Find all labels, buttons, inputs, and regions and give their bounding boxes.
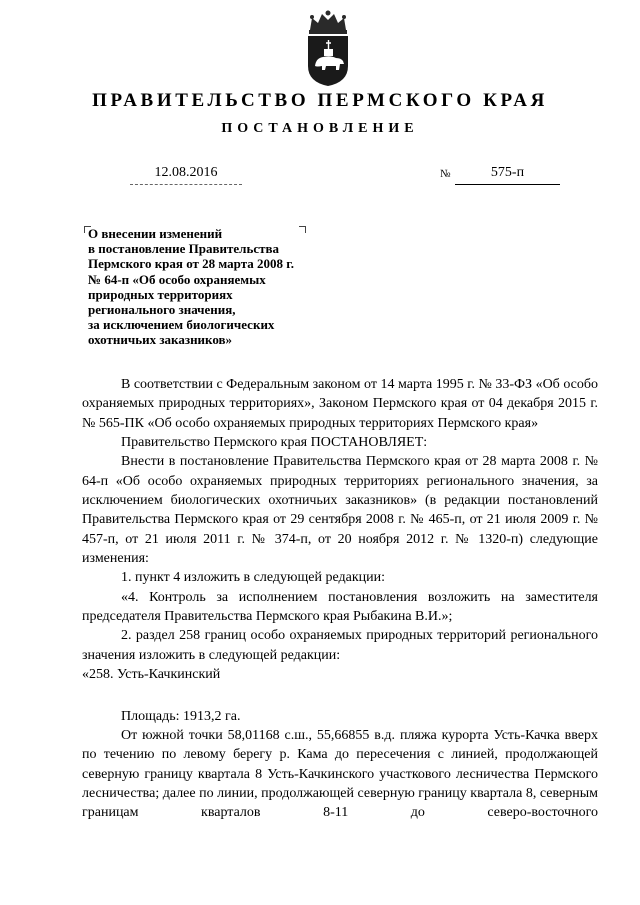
subject-line: Пермского края от 28 марта 2008 г. <box>88 256 294 272</box>
subject-line: природных территориях <box>88 286 233 302</box>
body-paragraph-amendment: Внести в постановление Правительства Пермского края от 28 марта 2008 г. № 64-п «Об особо охраняемых природных территориях регионального значения, за исключением биологических охотничьих заказников» (в редакции постановлений Правительства Пермского края от 29 сентября 2008 г. № 465-п, от 21 июля 2009 г. № 457-п, от 21 июля 2011 г. № 374-п, от 20 ноября 2012 г. № 1320-п) следующие изменения: <box>82 454 598 567</box>
subject-line: регионального значения, <box>88 302 236 318</box>
body-paragraph-item-2: 2. раздел 258 границ особо охраняемых природных территорий регионального значения изложить в следующей редакции: <box>82 628 598 663</box>
body-paragraph-area: Площадь: 1913,2 га. <box>121 708 241 724</box>
document-body <box>82 375 598 823</box>
section-heading: «258. Усть-Качкинский <box>82 667 221 683</box>
body-paragraph-preamble: В соответствии с Федеральным законом от 14 марта 1995 г. № 33-ФЗ «Об особо охраняемых природных территориях», Законом Пермского края от 04 декабря 2015 г. № 565-ПК «Об особо охраняемых природных территориях Пермского края» <box>82 377 598 431</box>
body-paragraph-item-1-text: «4. Контроль за исполнением постановления возложить на заместителя председателя Правительства Пермского края Рыбакина В.И.»; <box>82 589 598 625</box>
perm-coat-of-arms-icon <box>300 8 356 88</box>
emblem-crown <box>310 14 346 30</box>
subject-block <box>88 226 348 348</box>
number-label: № <box>440 168 451 180</box>
subject-line: за исключением биологических <box>88 317 275 333</box>
body-paragraph-item-1: 1. пункт 4 изложить в следующей редакции: <box>121 570 385 586</box>
subject-line: охотничьих заказников» <box>88 332 233 348</box>
document-type: ПОСТАНОВЛЕНИЕ <box>221 121 419 136</box>
subject-line: № 64-п «Об особо охраняемых <box>88 271 266 287</box>
government-title: ПРАВИТЕЛЬСТВО ПЕРМСКОГО КРАЯ <box>92 90 548 111</box>
subject-line: О внесении изменений <box>88 226 223 241</box>
body-paragraph-resolves: Правительство Пермского края ПОСТАНОВЛЯЕТ: <box>121 435 428 451</box>
document-number: 575-п <box>455 164 560 185</box>
subject-line: в постановление Правительства <box>88 241 280 257</box>
document-date: 12.08.2016 <box>130 164 242 185</box>
body-paragraph-boundary: От южной точки 58,01168 с.ш., 55,66855 в.д. пляжа курорта Усть-Качка вверх по течению по левому берегу р. Кама до пересечения с линией, продолжающей северную границу квартала 8 Усть-Качкинского участкового лесничества Пермского лесничества; далее по линии, продолжающей северную границу квартала 8, северным границам кварталов 8-11 до северо-восточного <box>82 727 598 821</box>
